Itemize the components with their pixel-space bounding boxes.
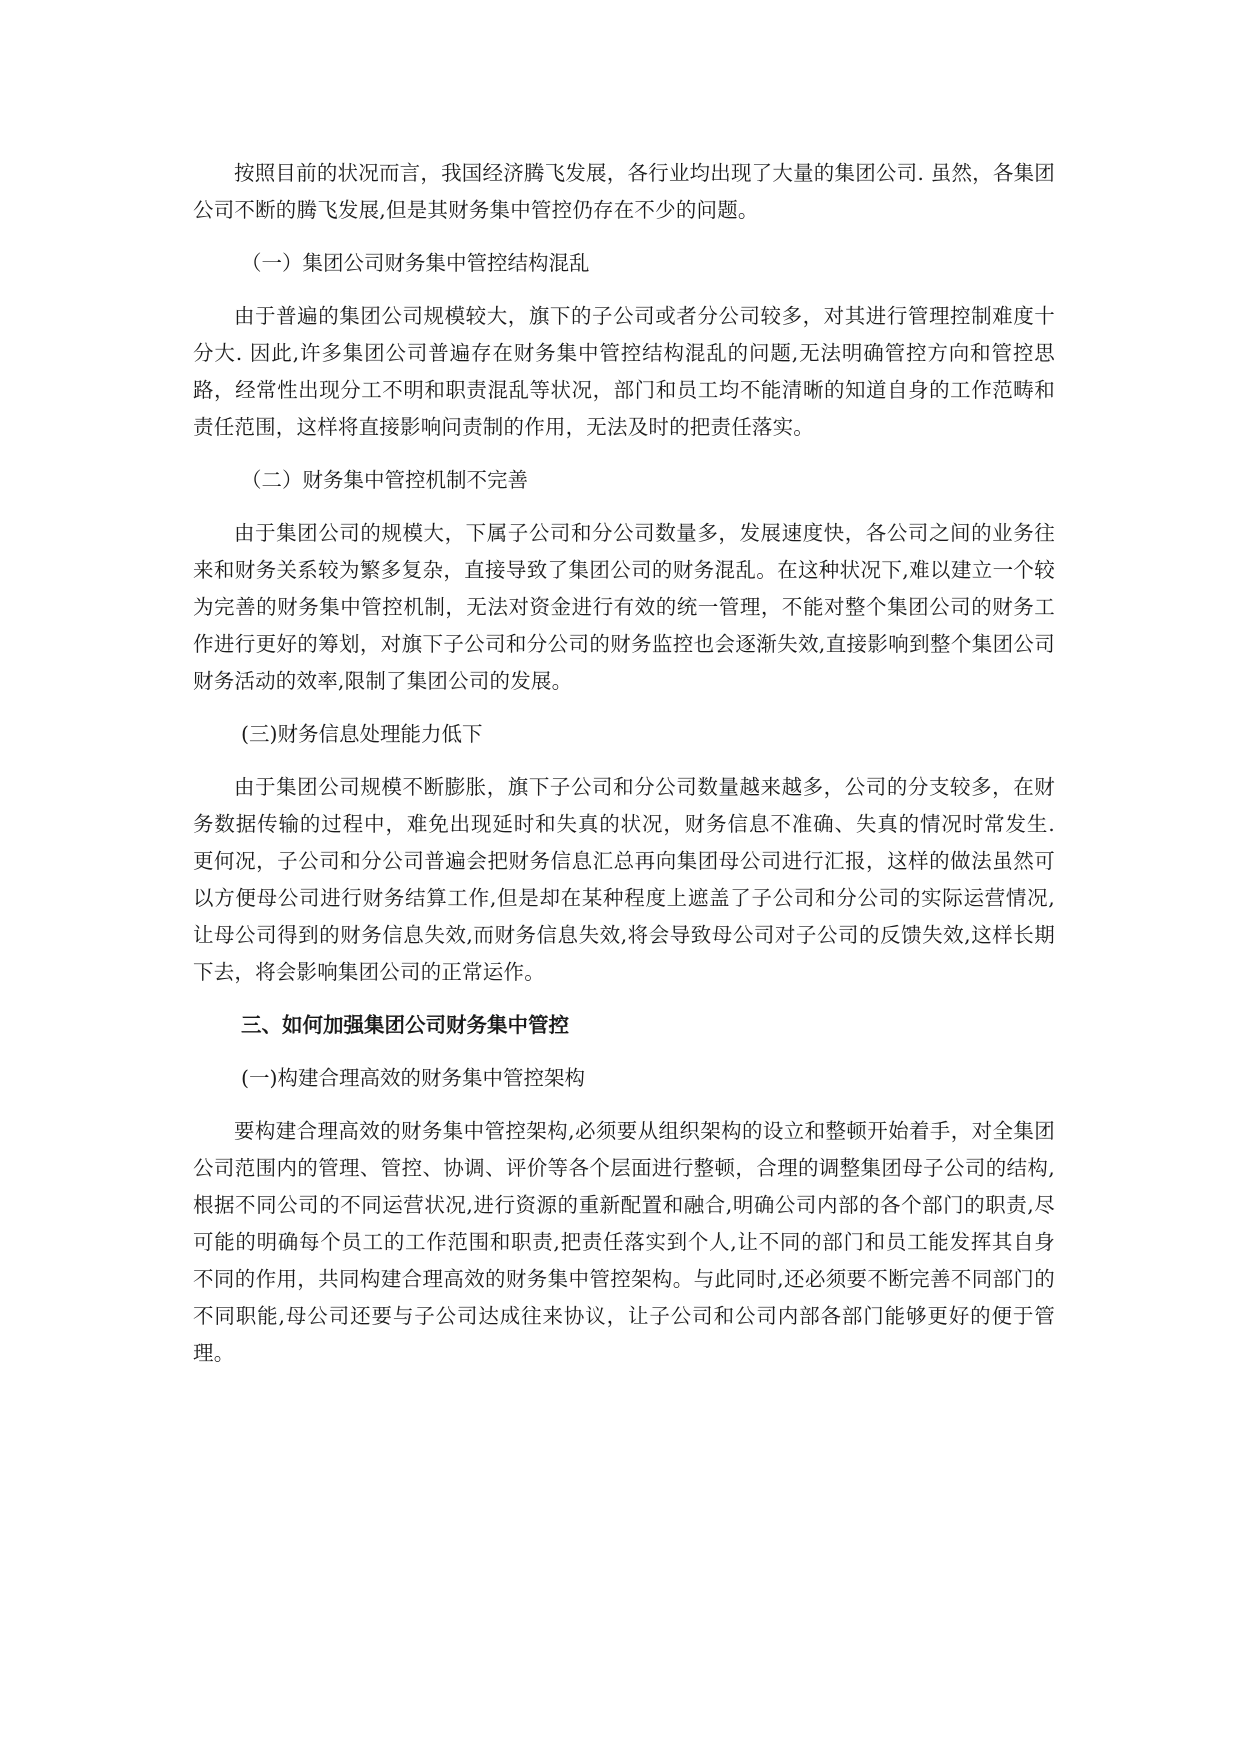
document-page [193,155,1055,1388]
paragraph-intro: 按照目前的状况而言，我国经济腾飞发展，各行业均出现了大量的集团公司. 虽然，各集团公司不断的腾飞发展,但是其财务集中管控仍存在不少的问题。 [193,161,1055,222]
subheading-mechanism-imperfect: （二）财务集中管控机制不完善 [241,468,528,492]
paragraph-mechanism-imperfect: 由于集团公司的规模大，下属子公司和分公司数量多，发展速度快，各公司之间的业务往来和财务关系较为繁多复杂，直接导致了集团公司的财务混乱。在这种状况下,难以建立一个较为完善的财务集中管控机制，无法对资金进行有效的统一管理，不能对整个集团公司的财务工作进行更好的筹划，对旗下子公司和分公司的财务监控也会逐渐失效,直接影响到整个集团公司财务活动的效率,限制了集团公司的发展。 [193,521,1055,693]
paragraph-structure-chaos: 由于普遍的集团公司规模较大，旗下的子公司或者分公司较多，对其进行管理控制难度十分大. 因此,许多集团公司普遍存在财务集中管控结构混乱的问题,无法明确管控方向和管控思路，经常性出现分工不明和职责混乱等状况，部门和员工均不能清晰的知道自身的工作范畴和责任范围，这样将直接影响问责制的作用，无法及时的把责任落实。 [193,304,1055,439]
subheading-structure-chaos: （一）集团公司财务集中管控结构混乱 [241,251,590,275]
paragraph-build-architecture: 要构建合理高效的财务集中管控架构,必须要从组织架构的设立和整顿开始着手，对全集团公司范围内的管理、管控、协调、评价等各个层面进行整顿，合理的调整集团母子公司的结构,根据不同公司的不同运营状况,进行资源的重新配置和融合,明确公司内部的各个部门的职责,尽可能的明确每个员工的工作范围和职责,把责任落实到个人,让不同的部门和员工能发挥其自身不同的作用，共同构建合理高效的财务集中管控架构。与此同时,还必须要不断完善不同部门的不同职能,母公司还要与子公司达成往来协议，让子公司和公司内部各部门能够更好的便于管理。 [193,1119,1055,1365]
paragraph-info-processing: 由于集团公司规模不断膨胀，旗下子公司和分公司数量越来越多，公司的分支较多，在财务数据传输的过程中，难免出现延时和失真的状况，财务信息不准确、失真的情况时常发生. 更何况，子公司和分公司普遍会把财务信息汇总再向集团母公司进行汇报，这样的做法虽然可以方便母公司进行财务结算工作,但是却在某种程度上遮盖了子公司和分公司的实际运营情况,让母公司得到的财务信息失效,而财务信息失效,将会导致母公司对子公司的反馈失效,这样长期下去，将会影响集团公司的正常运作。 [193,775,1055,984]
section-heading-strengthen: 三、如何加强集团公司财务集中管控 [241,1013,569,1037]
subheading-build-architecture: (一)构建合理高效的财务集中管控架构 [241,1066,585,1090]
subheading-info-processing: (三)财务信息处理能力低下 [241,722,483,746]
